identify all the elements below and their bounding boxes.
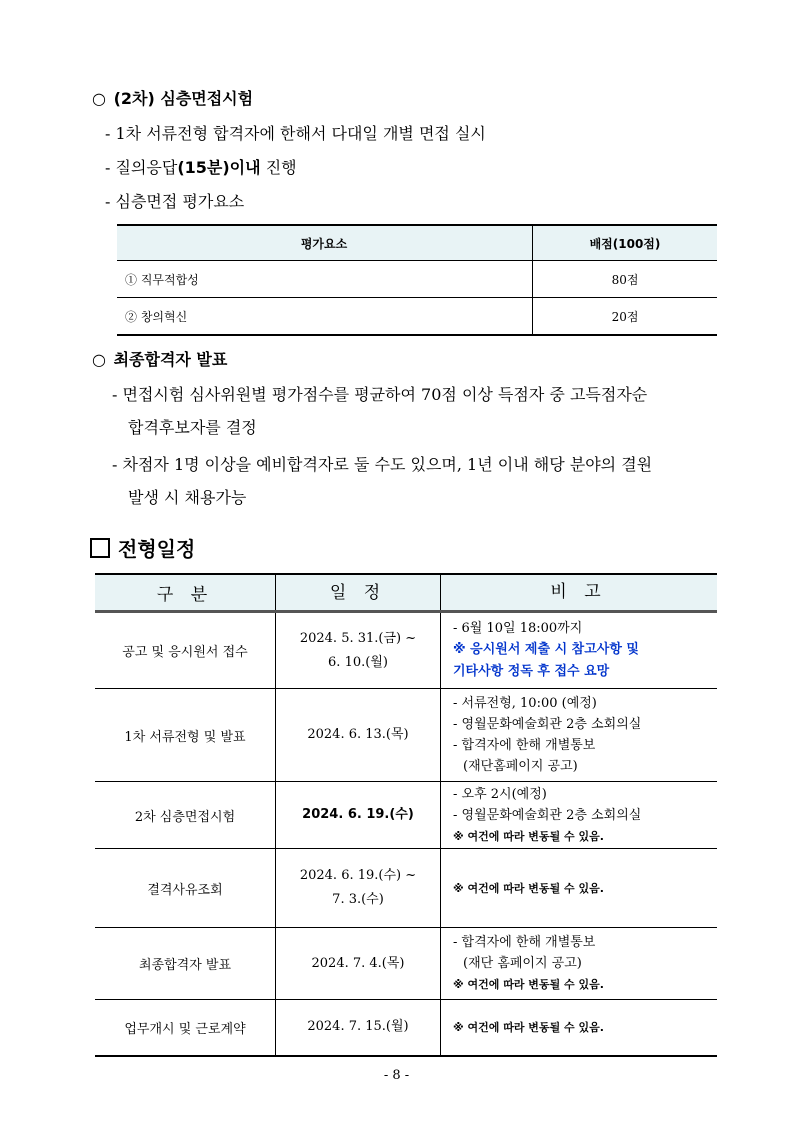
dash-mark: - [112, 455, 118, 474]
interview-line-2-bold: (15분)이내 [177, 158, 261, 177]
schedule-note-line: - 합격자에 한해 개별통보 [453, 738, 596, 753]
schedule-date [276, 612, 441, 689]
schedule-note-line: (재단홈페이지 공고) [463, 759, 578, 774]
schedule-date-line: 2024. 5. 31.(금) ~ [299, 630, 417, 646]
schedule-date [276, 1000, 441, 1056]
schedule-note-warning: ※ 여건에 따라 변동될 수 있음. [453, 881, 604, 895]
schedule-note-highlight: 기타사항 정독 후 접수 요망 [453, 664, 610, 679]
schedule-date-line: 6. 10.(월) [328, 654, 388, 670]
interview-line-1 [105, 121, 486, 144]
schedule-name: 1차 서류전형 및 발표 [95, 689, 276, 782]
eval-score: 20점 [533, 298, 718, 336]
final-heading [92, 347, 227, 370]
schedule-note [441, 849, 718, 928]
schedule-name: 결격사유조회 [95, 849, 276, 928]
schedule-date-line: 2024. 6. 13.(목) [307, 727, 409, 742]
table-row [95, 689, 717, 782]
schedule-heading-text: 전형일정 [118, 537, 196, 561]
interview-line-3 [105, 189, 244, 212]
schedule-note-line: - 영월문화예술회관 2층 소회의실 [453, 717, 642, 732]
schedule-header-date: 일 정 [276, 574, 441, 612]
schedule-date [276, 689, 441, 782]
dash-mark: - [112, 385, 118, 404]
evaluation-table [117, 224, 717, 336]
schedule-note-line: (재단 홈페이지 공고) [463, 956, 582, 971]
schedule-note-highlight: ※ 응시원서 제출 시 참고사항 및 [453, 642, 639, 657]
schedule-heading [90, 533, 195, 562]
schedule-note [441, 928, 718, 1000]
schedule-note-line: - 합격자에 한해 개별통보 [453, 935, 596, 950]
schedule-header-note: 비 고 [441, 574, 718, 612]
schedule-name: 2차 심층면접시험 [95, 782, 276, 849]
table-row [117, 261, 717, 298]
interview-line-2-prefix: 질의응답 [115, 158, 178, 177]
schedule-note-warning: ※ 여건에 따라 변동될 수 있음. [453, 829, 604, 843]
table-row [95, 849, 717, 928]
schedule-note [441, 1000, 718, 1056]
schedule-note-line: - 서류전형, 10:00 (예정) [453, 696, 597, 711]
dash-mark: - [105, 124, 111, 143]
square-bullet-icon [90, 538, 110, 558]
circle-bullet-icon: ○ [92, 89, 106, 108]
final-para2-line2: 발생 시 채용가능 [128, 488, 247, 507]
schedule-note [441, 782, 718, 849]
final-para1-line2: 합격후보자를 결정 [128, 418, 257, 437]
schedule-date-line: 2024. 7. 4.(목) [311, 955, 405, 971]
final-paragraph-2 [112, 448, 720, 514]
page-number: - 8 - [383, 1068, 410, 1083]
schedule-name: 업무개시 및 근로계약 [95, 1000, 276, 1056]
evaluation-table-header [117, 225, 717, 261]
dash-mark: - [105, 158, 111, 177]
schedule-note-warning: ※ 여건에 따라 변동될 수 있음. [453, 1020, 604, 1034]
eval-item: ① 직무적합성 [117, 261, 533, 298]
schedule-note-line: - 영월문화예술회관 2층 소회의실 [453, 807, 642, 823]
eval-item: ② 창의혁신 [117, 298, 533, 336]
final-paragraph-1 [112, 378, 720, 444]
schedule-note-warning: ※ 여건에 따라 변동될 수 있음. [453, 978, 604, 991]
schedule-date-line: 2024. 6. 19.(수) ~ [299, 868, 417, 883]
final-para2-line1: 차점자 1명 이상을 예비합격자로 둘 수도 있으며, 1년 이내 해당 분야의 결원 [122, 455, 653, 474]
interview-heading-text: (2차) 심층면접시험 [113, 89, 254, 108]
table-row [95, 782, 717, 849]
table-row [117, 298, 717, 336]
schedule-name: 공고 및 응시원서 접수 [95, 612, 276, 689]
eval-score: 80점 [533, 261, 718, 298]
schedule-table [95, 573, 717, 1057]
interview-line-2 [105, 155, 297, 178]
schedule-table-header [95, 574, 717, 612]
interview-line-3-text: 심층면접 평가요소 [115, 192, 245, 211]
interview-line-2-suffix: 진행 [265, 158, 297, 177]
schedule-date-line: 7. 3.(수) [332, 892, 384, 907]
interview-heading [92, 86, 253, 109]
schedule-date [276, 849, 441, 928]
final-heading-text: 최종합격자 발표 [113, 350, 228, 369]
dash-mark: - [105, 192, 111, 211]
interview-line-1-text: 1차 서류전형 합격자에 한해서 다대일 개별 면접 실시 [115, 124, 486, 143]
table-row [95, 1000, 717, 1056]
eval-header-score: 배점(100점) [533, 225, 718, 261]
schedule-note [441, 689, 718, 782]
table-row [95, 928, 717, 1000]
schedule-date [276, 782, 441, 849]
eval-header-item: 평가요소 [117, 225, 533, 261]
table-row [95, 612, 717, 689]
schedule-name: 최종합격자 발표 [95, 928, 276, 1000]
final-para1-line1: 면접시험 심사위원별 평가점수를 평균하여 70점 이상 득점자 중 고득점자순 [122, 385, 648, 404]
schedule-note-line: - 오후 2시(예정) [453, 786, 547, 802]
schedule-note [441, 612, 718, 689]
schedule-date-line: 2024. 6. 19.(수) [302, 807, 414, 822]
schedule-header-category: 구 분 [95, 574, 276, 612]
schedule-date [276, 928, 441, 1000]
circle-bullet-icon: ○ [92, 350, 106, 369]
schedule-note-line: - 6월 10일 18:00까지 [453, 621, 583, 636]
schedule-date-line: 2024. 7. 15.(월) [307, 1019, 409, 1035]
